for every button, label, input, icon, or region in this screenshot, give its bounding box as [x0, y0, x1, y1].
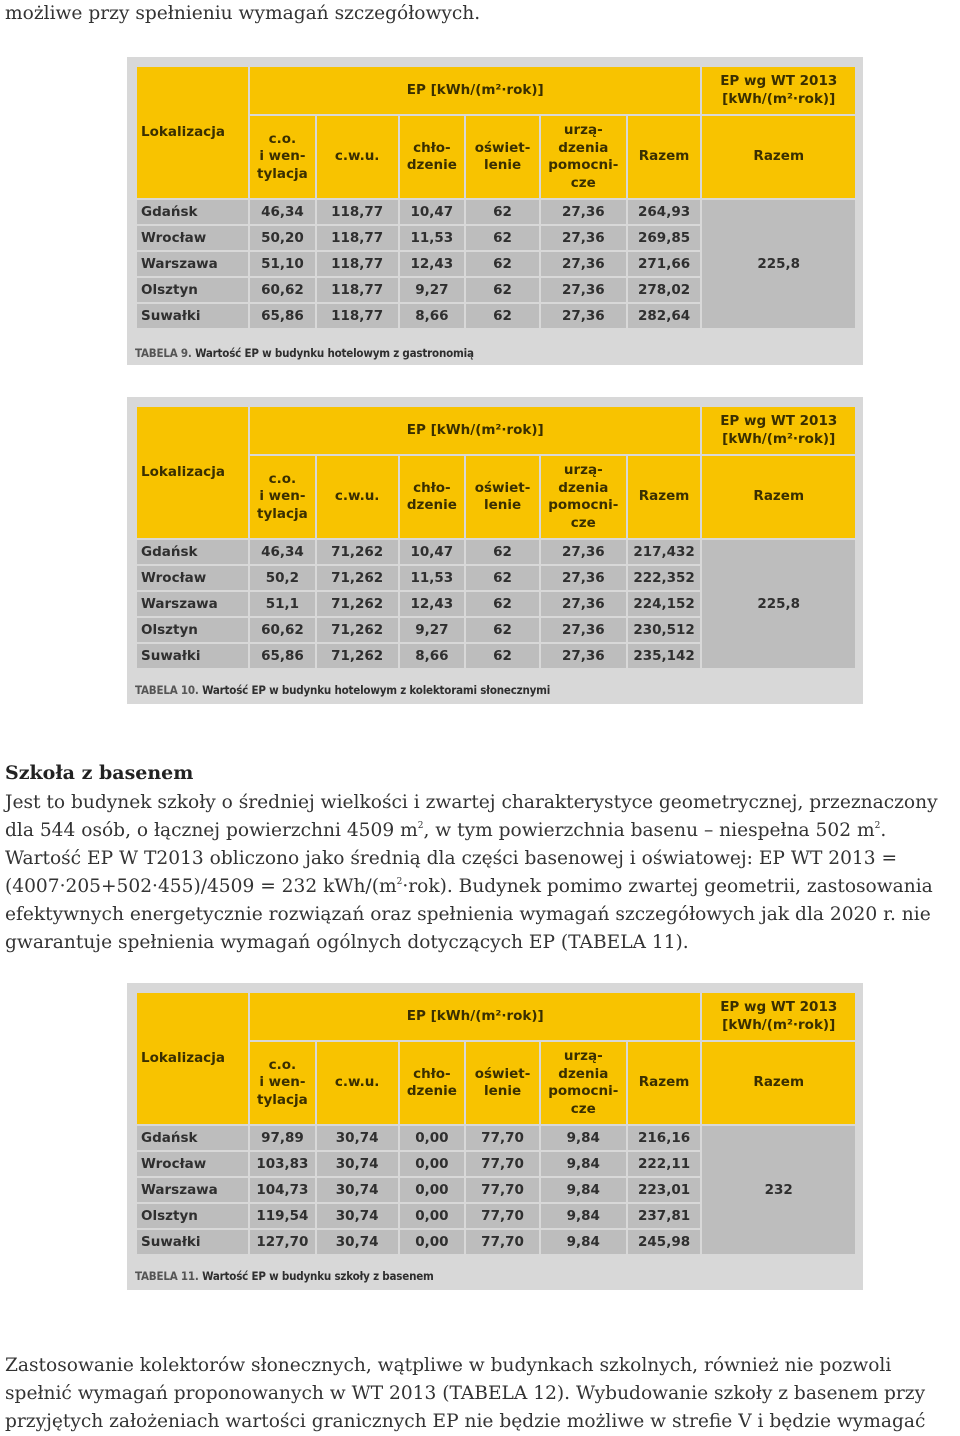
- cell-wt-razem: 225,8: [702, 200, 855, 328]
- cell-value: 9,84: [541, 1126, 626, 1150]
- cell-location: Suwałki: [137, 304, 248, 328]
- caption-number: TABELA 9.: [135, 346, 192, 360]
- cell-value: 9,84: [541, 1178, 626, 1202]
- cell-value: 0,00: [400, 1178, 465, 1202]
- cell-value: 8,66: [400, 304, 465, 328]
- cell-value: 9,27: [400, 618, 465, 642]
- para-text: ·rok). Budynek pomimo zwartej geometrii, zastosowania: [402, 876, 933, 897]
- header-ep: EP [kWh/(m²·rok)]: [250, 993, 700, 1040]
- header-text-line: [kWh/(m²·rok)]: [722, 90, 836, 107]
- header-text-line: oświet-: [474, 479, 531, 496]
- header-text-line: [kWh/(m²·rok)]: [722, 430, 836, 447]
- cell-value: 27,36: [541, 200, 626, 224]
- header-chlodzenie: [400, 1042, 465, 1124]
- cell-location: Warszawa: [137, 592, 248, 616]
- cell-value: 65,86: [250, 304, 315, 328]
- cell-value: 30,74: [317, 1204, 398, 1228]
- header-co: [250, 116, 315, 198]
- cell-value: 60,62: [250, 278, 315, 302]
- table-row: [137, 200, 855, 224]
- header-razem: Razem: [628, 456, 701, 538]
- header-text-line: dzenie: [406, 1083, 457, 1099]
- cell-value: 271,66: [628, 252, 701, 276]
- cell-location: Olsztyn: [137, 1204, 248, 1228]
- cell-value: 216,16: [628, 1126, 701, 1150]
- header-text-line: pomocni-: [548, 497, 619, 513]
- para-line-3: Wartość EP W T2013 obliczono jako średnią dla części basenowej i oświatowej: EP WT 2013 =: [5, 848, 898, 869]
- header-text-line: lenie: [483, 1083, 522, 1099]
- cell-value: 118,77: [317, 200, 398, 224]
- header-wt: [702, 67, 855, 114]
- superscript: 2: [874, 821, 881, 831]
- table-caption: [135, 346, 474, 360]
- cell-value: 269,85: [628, 226, 701, 250]
- cell-location: Suwałki: [137, 644, 248, 668]
- cell-value: 9,84: [541, 1204, 626, 1228]
- header-text-line: [kWh/(m²·rok)]: [722, 1016, 836, 1033]
- cell-value: 27,36: [541, 304, 626, 328]
- cell-value: 46,34: [250, 540, 315, 564]
- header-text-line: urzą-: [563, 462, 603, 478]
- cell-value: 10,47: [400, 200, 465, 224]
- para-line-2: [5, 817, 886, 845]
- cell-value: 11,53: [400, 226, 465, 250]
- header-text-line: c.o.: [268, 470, 297, 487]
- cell-value: 118,77: [317, 226, 398, 250]
- header-text-line: tylacja: [257, 165, 308, 182]
- cell-value: 60,62: [250, 618, 315, 642]
- header-text-line: cze: [570, 174, 596, 191]
- para-line-5: efektywnych energetycznie rozwiązań oraz spełnienia wymagań szczegółowych jak dla 2020 r. nie: [5, 904, 931, 925]
- header-text-line: urzą-: [563, 122, 603, 138]
- cell-value: 118,77: [317, 252, 398, 276]
- cell-value: 9,27: [400, 278, 465, 302]
- header-razem-wt: Razem: [702, 1042, 855, 1124]
- header-text-line: i wen-: [259, 148, 306, 165]
- bottom-line-2: spełnić wymagań proponowanych w WT 2013 (TABELA 12). Wybudowanie szkoły z basenem przy: [5, 1383, 926, 1404]
- header-text-line: i wen-: [259, 1074, 306, 1091]
- cell-value: 62: [466, 618, 539, 642]
- header-text-line: chło-: [413, 479, 451, 496]
- header-razem: Razem: [628, 116, 701, 198]
- cell-value: 62: [466, 252, 539, 276]
- header-text-line: pomocni-: [548, 1083, 619, 1099]
- cell-value: 62: [466, 304, 539, 328]
- cell-value: 71,262: [317, 566, 398, 590]
- superscript: 2: [396, 877, 403, 887]
- cell-value: 8,66: [400, 644, 465, 668]
- cell-value: 119,54: [250, 1204, 315, 1228]
- cell-value: 62: [466, 592, 539, 616]
- cell-value: 30,74: [317, 1178, 398, 1202]
- cell-value: 245,98: [628, 1230, 701, 1254]
- cell-value: 278,02: [628, 278, 701, 302]
- header-text-line: lenie: [483, 497, 522, 513]
- cell-value: 46,34: [250, 200, 315, 224]
- caption-text: Wartość EP w budynku szkoły z basenem: [202, 1269, 434, 1283]
- header-chlodzenie: [400, 116, 465, 198]
- header-cwu: c.w.u.: [317, 1042, 398, 1124]
- header-text-line: tylacja: [257, 1091, 308, 1108]
- header-location: Lokalizacja: [137, 407, 248, 538]
- intro-line: możliwe przy spełnieniu wymagań szczegółowych.: [5, 3, 481, 24]
- cell-value: 118,77: [317, 278, 398, 302]
- table-caption: [135, 683, 550, 697]
- header-location: Lokalizacja: [137, 993, 248, 1124]
- cell-value: 71,262: [317, 618, 398, 642]
- header-cwu: c.w.u.: [317, 116, 398, 198]
- cell-value: 12,43: [400, 592, 465, 616]
- header-text-line: c.o.: [268, 1056, 297, 1073]
- cell-value: 65,86: [250, 644, 315, 668]
- cell-location: Gdańsk: [137, 1126, 248, 1150]
- header-ep: EP [kWh/(m²·rok)]: [250, 67, 700, 114]
- cell-value: 71,262: [317, 540, 398, 564]
- cell-value: 27,36: [541, 226, 626, 250]
- cell-value: 0,00: [400, 1230, 465, 1254]
- cell-value: 27,36: [541, 252, 626, 276]
- cell-value: 30,74: [317, 1230, 398, 1254]
- cell-value: 62: [466, 278, 539, 302]
- cell-value: 222,11: [628, 1152, 701, 1176]
- header-urzadzenia: [541, 456, 626, 538]
- cell-value: 10,47: [400, 540, 465, 564]
- header-razem-wt: Razem: [702, 116, 855, 198]
- header-text-line: urzą-: [563, 1048, 603, 1064]
- table-row: [137, 540, 855, 564]
- cell-value: 217,432: [628, 540, 701, 564]
- table-10: [127, 397, 863, 704]
- cell-value: 222,352: [628, 566, 701, 590]
- cell-value: 27,36: [541, 278, 626, 302]
- caption-number: TABELA 10.: [135, 683, 199, 697]
- para-text: dla 544 osób, o łącznej powierzchni 4509 m: [5, 820, 418, 841]
- cell-value: 230,512: [628, 618, 701, 642]
- cell-value: 62: [466, 644, 539, 668]
- cell-value: 77,70: [466, 1230, 539, 1254]
- cell-value: 224,152: [628, 592, 701, 616]
- header-text-line: cze: [570, 1100, 596, 1117]
- cell-location: Wrocław: [137, 1152, 248, 1176]
- cell-value: 103,83: [250, 1152, 315, 1176]
- header-co: [250, 1042, 315, 1124]
- para-text: , w tym powierzchnia basenu – niespełna 502 m: [423, 820, 875, 841]
- header-text-line: i wen-: [259, 488, 306, 505]
- header-text-line: dzenie: [406, 157, 457, 173]
- bottom-line-3: przyjętych założeniach wartości granicznych EP nie będzie możliwe w strefie V i będzie wymagać: [5, 1411, 926, 1432]
- cell-value: 77,70: [466, 1178, 539, 1202]
- superscript: 2: [417, 821, 424, 831]
- header-wt: [702, 407, 855, 454]
- cell-value: 62: [466, 540, 539, 564]
- cell-value: 11,53: [400, 566, 465, 590]
- cell-value: 237,81: [628, 1204, 701, 1228]
- cell-value: 27,36: [541, 592, 626, 616]
- table-9: [127, 57, 863, 365]
- cell-value: 12,43: [400, 252, 465, 276]
- para-line-1: Jest to budynek szkoły o średniej wielkości i zwartej charakterystyce geometrycznej, przeznaczony: [5, 792, 938, 813]
- header-urzadzenia: [541, 1042, 626, 1124]
- cell-wt-razem: 232: [702, 1126, 855, 1254]
- para-text: .: [880, 820, 887, 841]
- cell-value: 62: [466, 200, 539, 224]
- header-text-line: oświet-: [474, 1065, 531, 1082]
- cell-value: 77,70: [466, 1204, 539, 1228]
- cell-value: 62: [466, 226, 539, 250]
- para-line-4: [5, 873, 933, 901]
- cell-value: 77,70: [466, 1126, 539, 1150]
- header-oswietlenie: [466, 456, 539, 538]
- cell-value: 0,00: [400, 1152, 465, 1176]
- header-text-line: c.o.: [268, 130, 297, 147]
- cell-location: Olsztyn: [137, 278, 248, 302]
- header-text-line: cze: [570, 514, 596, 531]
- cell-value: 27,36: [541, 540, 626, 564]
- cell-wt-razem: 225,8: [702, 540, 855, 668]
- table-11: [127, 983, 863, 1290]
- header-text-line: chło-: [413, 139, 451, 156]
- bottom-line-1: Zastosowanie kolektorów słonecznych, wątpliwe w budynkach szkolnych, również nie pozwoli: [5, 1355, 892, 1376]
- cell-value: 51,1: [250, 592, 315, 616]
- header-text-line: EP wg WT 2013: [720, 999, 838, 1015]
- cell-value: 71,262: [317, 592, 398, 616]
- header-wt: [702, 993, 855, 1040]
- ep-table: [135, 65, 857, 330]
- caption-number: TABELA 11.: [135, 1269, 199, 1283]
- cell-value: 50,20: [250, 226, 315, 250]
- cell-value: 27,36: [541, 618, 626, 642]
- cell-value: 77,70: [466, 1152, 539, 1176]
- header-text-line: chło-: [413, 1065, 451, 1082]
- header-urzadzenia: [541, 116, 626, 198]
- header-text-line: dzenia: [558, 479, 609, 496]
- cell-value: 223,01: [628, 1178, 701, 1202]
- cell-value: 51,10: [250, 252, 315, 276]
- cell-value: 50,2: [250, 566, 315, 590]
- header-text-line: dzenia: [558, 1065, 609, 1082]
- cell-value: 30,74: [317, 1126, 398, 1150]
- header-razem-wt: Razem: [702, 456, 855, 538]
- ep-table: [135, 405, 857, 670]
- header-oswietlenie: [466, 116, 539, 198]
- header-oswietlenie: [466, 1042, 539, 1124]
- header-text-line: lenie: [483, 157, 522, 173]
- cell-value: 97,89: [250, 1126, 315, 1150]
- cell-location: Gdańsk: [137, 200, 248, 224]
- cell-value: 9,84: [541, 1152, 626, 1176]
- cell-value: 0,00: [400, 1126, 465, 1150]
- cell-location: Wrocław: [137, 226, 248, 250]
- header-text-line: dzenia: [558, 139, 609, 156]
- cell-value: 30,74: [317, 1152, 398, 1176]
- cell-value: 0,00: [400, 1204, 465, 1228]
- cell-value: 71,262: [317, 644, 398, 668]
- para-text: (4007·205+502·455)/4509 = 232 kWh/(m: [5, 876, 397, 897]
- header-cwu: c.w.u.: [317, 456, 398, 538]
- header-text-line: oświet-: [474, 139, 531, 156]
- header-text-line: dzenie: [406, 497, 457, 513]
- cell-value: 264,93: [628, 200, 701, 224]
- cell-value: 27,36: [541, 644, 626, 668]
- header-chlodzenie: [400, 456, 465, 538]
- para-line-6: gwarantuje spełnienia wymagań ogólnych dotyczących EP (TABELA 11).: [5, 932, 689, 953]
- cell-value: 27,36: [541, 566, 626, 590]
- header-location: Lokalizacja: [137, 67, 248, 198]
- header-text-line: EP wg WT 2013: [720, 73, 838, 89]
- cell-value: 282,64: [628, 304, 701, 328]
- cell-value: 104,73: [250, 1178, 315, 1202]
- section-heading: Szkoła z basenem: [5, 762, 194, 784]
- table-row: [137, 1126, 855, 1150]
- header-razem: Razem: [628, 1042, 701, 1124]
- cell-location: Warszawa: [137, 1178, 248, 1202]
- header-ep: EP [kWh/(m²·rok)]: [250, 407, 700, 454]
- cell-value: 118,77: [317, 304, 398, 328]
- ep-table: [135, 991, 857, 1256]
- header-text-line: EP wg WT 2013: [720, 413, 838, 429]
- cell-location: Gdańsk: [137, 540, 248, 564]
- cell-value: 9,84: [541, 1230, 626, 1254]
- cell-location: Warszawa: [137, 252, 248, 276]
- cell-location: Wrocław: [137, 566, 248, 590]
- caption-text: Wartość EP w budynku hotelowym z kolektorami słonecznymi: [202, 683, 551, 697]
- header-co: [250, 456, 315, 538]
- table-caption: [135, 1269, 434, 1283]
- caption-text: Wartość EP w budynku hotelowym z gastronomią: [195, 346, 474, 360]
- header-text-line: tylacja: [257, 505, 308, 522]
- cell-value: 127,70: [250, 1230, 315, 1254]
- cell-value: 235,142: [628, 644, 701, 668]
- header-text-line: pomocni-: [548, 157, 619, 173]
- cell-location: Suwałki: [137, 1230, 248, 1254]
- cell-value: 62: [466, 566, 539, 590]
- cell-location: Olsztyn: [137, 618, 248, 642]
